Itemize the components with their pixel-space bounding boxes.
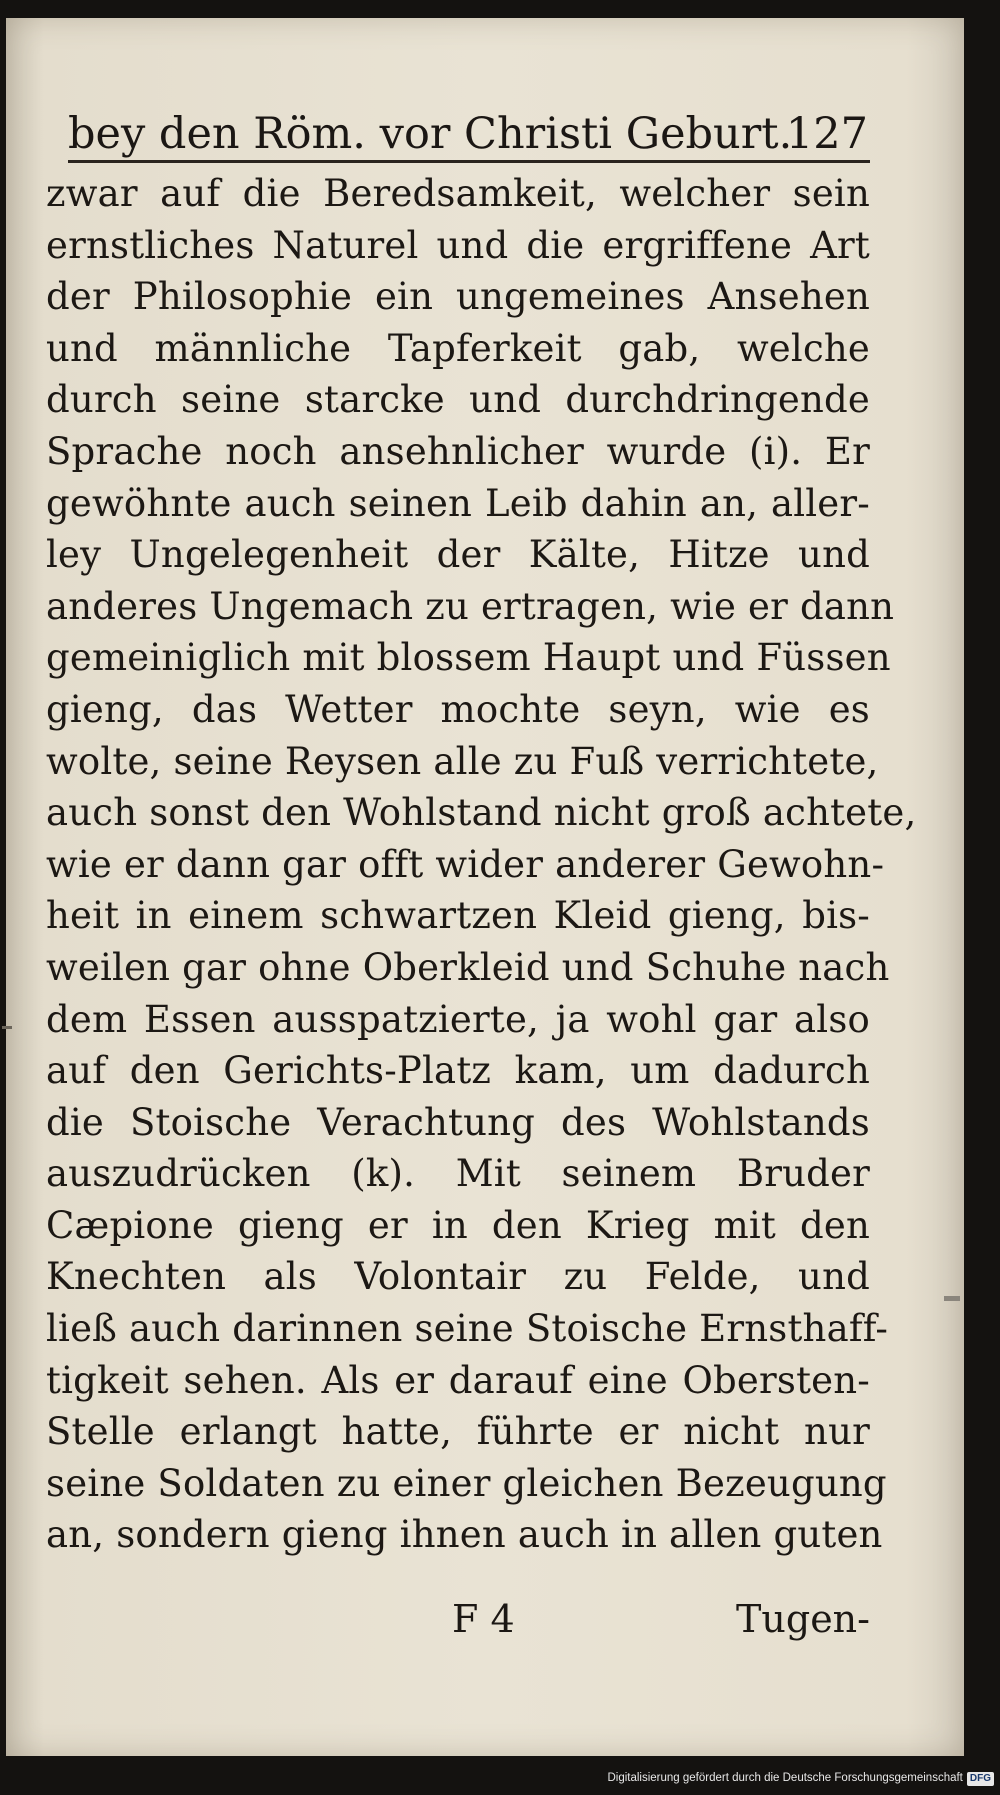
text-line: wolte, seine Reysen alle zu Fuß verrichtete, (46, 739, 879, 783)
header-rule (68, 160, 870, 163)
text-line: gieng, das Wetter mochte seyn, wie es (46, 687, 870, 731)
page-header (68, 106, 868, 162)
body-text (46, 168, 917, 1561)
text-line: durch seine starcke und durchdringende (46, 378, 870, 422)
text-line: Cæpione gieng er in den Krieg mit den (46, 1203, 870, 1247)
text-line: an, sondern gieng ihnen auch in allen guten (46, 1513, 883, 1557)
catchword: Tugen- (736, 1597, 870, 1641)
text-line: auszudrücken (k). Mit seinem Bruder (46, 1152, 870, 1196)
book-page (6, 18, 964, 1756)
page-number: 127 (785, 109, 868, 159)
text-line: gewöhnte auch seinen Leib dahin an, aller- (46, 481, 870, 525)
running-title: bey den Röm. vor Christi Geburt. (68, 109, 793, 159)
text-line: die Stoische Verachtung des Wohlstands (46, 1100, 870, 1144)
signature-mark: F 4 (452, 1597, 515, 1641)
text-line: ließ auch darinnen seine Stoische Ernsthaff- (46, 1307, 889, 1351)
text-line: der Philosophie ein ungemeines Ansehen (46, 275, 870, 319)
text-line: gemeiniglich mit blossem Haupt und Füssen (46, 636, 891, 680)
text-line: Sprache noch ansehnlicher wurde (i). Er (46, 429, 870, 473)
margin-mark (2, 1026, 12, 1029)
text-line: auf den Gerichts-Platz kam, um dadurch (46, 1049, 870, 1093)
page-footer (46, 1592, 870, 1646)
text-line: seine Soldaten zu einer gleichen Bezeugung (46, 1461, 887, 1505)
text-line: tigkeit sehen. Als er darauf eine Obersten- (46, 1358, 870, 1402)
text-line: und männliche Tapferkeit gab, welche (46, 326, 870, 370)
text-line: heit in einem schwartzen Kleid gieng, bis- (46, 894, 870, 938)
credit-text: Digitalisierung gefördert durch die Deutsche Forschungsgemeinschaft (607, 1772, 963, 1784)
digitization-credit (607, 1768, 994, 1788)
text-line: Stelle erlangt hatte, führte er nicht nur (46, 1410, 870, 1454)
text-line: ernstliches Naturel und die ergriffene Art (46, 223, 870, 267)
dfg-logo: DFG (967, 1772, 994, 1786)
text-line: zwar auf die Beredsamkeit, welcher sein (46, 172, 870, 215)
text-line: anderes Ungemach zu ertragen, wie er dann (46, 584, 895, 628)
page-edge-mark (944, 1296, 960, 1301)
text-line: wie er dann gar offt wider anderer Gewohn- (46, 842, 885, 886)
text-line: Knechten als Volontair zu Felde, und (46, 1255, 870, 1299)
text-line: ley Ungelegenheit der Kälte, Hitze und (46, 533, 870, 577)
text-line: dem Essen ausspatzierte, ja wohl gar also (46, 997, 870, 1041)
text-line: weilen gar ohne Oberkleid und Schuhe nach (46, 945, 890, 989)
text-line: auch sonst den Wohlstand nicht groß achtete, (46, 791, 917, 835)
